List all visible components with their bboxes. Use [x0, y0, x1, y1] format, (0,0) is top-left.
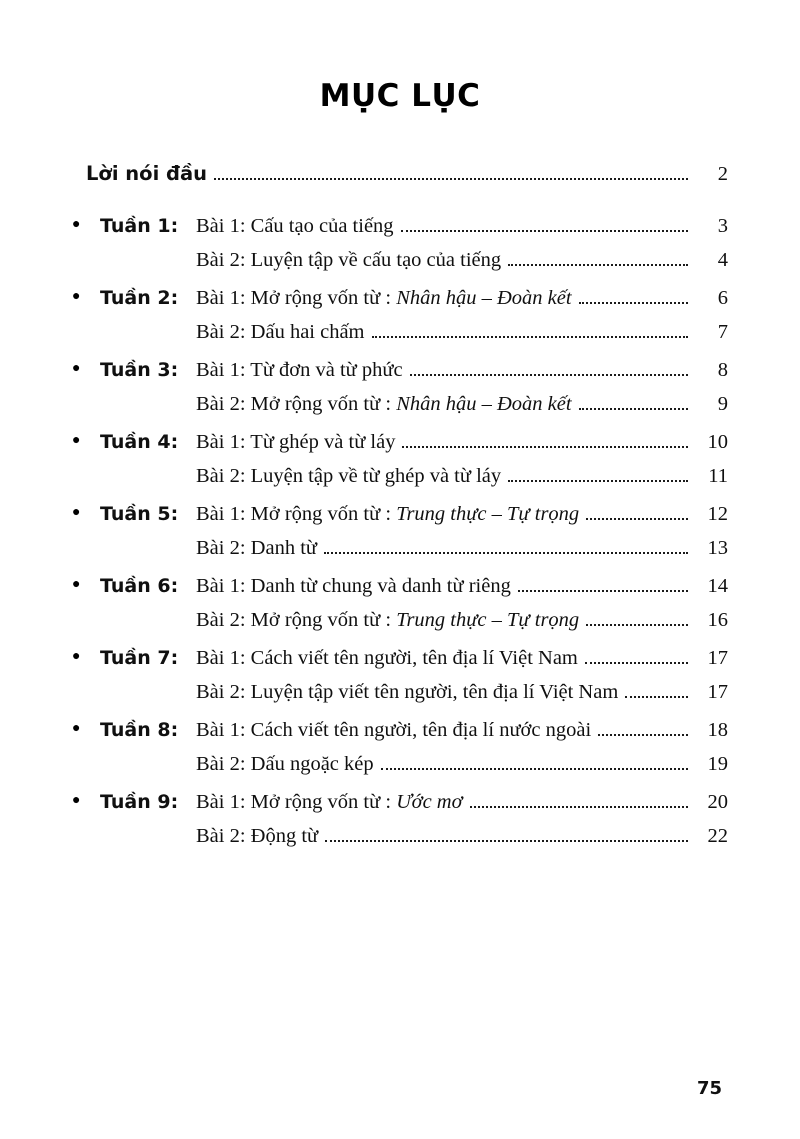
lesson-title-text: Bài 2: Dấu hai chấm [196, 321, 365, 343]
toc-entry[interactable] [72, 322, 728, 343]
toc-entry[interactable] [72, 394, 728, 415]
lesson-title [196, 792, 463, 813]
table-of-contents [72, 162, 728, 847]
lesson-title [196, 432, 395, 453]
entry-page-number: 4 [717, 249, 728, 271]
toc-entry[interactable] [72, 720, 728, 741]
lesson-title [196, 360, 403, 381]
entry-page-number: 12 [707, 503, 728, 525]
lesson-title [196, 504, 579, 525]
dot-leader [372, 335, 688, 338]
dot-leader [214, 177, 688, 180]
lesson-title-text: Bài 1: Mở rộng vốn từ : [196, 791, 397, 813]
lesson-title-text: Bài 1: Cách viết tên người, tên địa lí Việt Nam [196, 647, 578, 669]
toc-entry[interactable] [72, 826, 728, 847]
lesson-title [196, 288, 572, 309]
bullet-icon: ● [72, 217, 81, 232]
entry-page-number: 7 [717, 321, 728, 343]
lesson-title-text: Bài 2: Luyện tập về cấu tạo của tiếng [196, 249, 502, 271]
week-label: Tuần 2: [100, 287, 179, 309]
toc-entry[interactable] [72, 576, 728, 597]
week-group [72, 216, 728, 271]
dot-leader [402, 445, 688, 448]
week-group [72, 504, 728, 559]
bullet-icon: ● [72, 649, 81, 664]
toc-entry[interactable] [72, 754, 728, 775]
lesson-title [196, 610, 579, 631]
toc-entry[interactable] [72, 466, 728, 487]
toc-entry[interactable] [72, 432, 728, 453]
week-group [72, 648, 728, 703]
lesson-title [196, 648, 578, 669]
week-label: Tuần 6: [100, 575, 179, 597]
lesson-title-emphasis: Trung thực – Tự trọng [396, 503, 580, 525]
week-label: Tuần 8: [100, 719, 179, 741]
lesson-title [196, 466, 501, 487]
bullet-icon: ● [72, 289, 81, 304]
entry-page-number: 17 [707, 681, 728, 703]
toc-entry[interactable] [72, 610, 728, 631]
dot-leader [381, 767, 688, 770]
dot-leader [325, 839, 688, 842]
weeks-list [72, 216, 728, 847]
lesson-title [196, 216, 394, 237]
dot-leader [579, 407, 688, 410]
entry-page-number: 20 [707, 791, 728, 813]
bullet-icon: ● [72, 505, 81, 520]
lesson-title [196, 322, 365, 343]
toc-entry[interactable] [72, 288, 728, 309]
toc-entry[interactable] [72, 792, 728, 813]
preface-page-number: 2 [717, 163, 728, 185]
week-label: Tuần 5: [100, 503, 179, 525]
footer-page-number: 75 [696, 1078, 722, 1099]
dot-leader [324, 551, 688, 554]
entry-page-number: 13 [707, 537, 728, 559]
week-label: Tuần 3: [100, 359, 179, 381]
week-label: Tuần 4: [100, 431, 179, 453]
lesson-title-text: Bài 1: Từ đơn và từ phức [196, 359, 403, 381]
dot-leader [579, 301, 688, 304]
toc-entry[interactable] [72, 216, 728, 237]
lesson-title [196, 720, 591, 741]
toc-entry[interactable] [72, 648, 728, 669]
entry-page-number: 3 [717, 215, 728, 237]
week-group [72, 720, 728, 775]
week-label: Tuần 1: [100, 215, 179, 237]
toc-entry[interactable] [72, 360, 728, 381]
toc-entry[interactable] [72, 504, 728, 525]
toc-entry[interactable] [72, 250, 728, 271]
toc-entry[interactable] [72, 682, 728, 703]
week-group [72, 288, 728, 343]
lesson-title-emphasis: Nhân hậu – Đoàn kết [396, 287, 572, 309]
entry-page-number: 6 [717, 287, 728, 309]
lesson-title-text: Bài 1: Cách viết tên người, tên địa lí nước ngoài [196, 719, 592, 741]
dot-leader [586, 517, 688, 520]
bullet-icon: ● [72, 361, 81, 376]
bullet-icon: ● [72, 577, 81, 592]
week-group [72, 576, 728, 631]
entry-page-number: 11 [708, 465, 728, 487]
entry-page-number: 16 [707, 609, 728, 631]
lesson-title-emphasis: Trung thực – Tự trọng [396, 609, 580, 631]
week-label: Tuần 7: [100, 647, 179, 669]
entry-page-number: 19 [707, 753, 728, 775]
dot-leader [508, 263, 688, 266]
entry-page-number: 14 [707, 575, 728, 597]
lesson-title-text: Bài 1: Cấu tạo của tiếng [196, 215, 394, 237]
dot-leader [586, 623, 688, 626]
week-label: Tuần 9: [100, 791, 179, 813]
lesson-title-text: Bài 1: Mở rộng vốn từ : [196, 503, 397, 525]
entry-page-number: 22 [707, 825, 728, 847]
lesson-title [196, 826, 318, 847]
page-title: MỤC LỤC [319, 78, 481, 114]
dot-leader [410, 373, 688, 376]
toc-entry[interactable] [72, 538, 728, 559]
lesson-title-text: Bài 2: Dấu ngoặc kép [196, 753, 374, 775]
lesson-title-text: Bài 1: Danh từ chung và danh từ riêng [196, 575, 511, 597]
preface-label: Lời nói đầu [86, 162, 208, 185]
lesson-title-emphasis: Nhân hậu – Đoàn kết [396, 393, 572, 415]
dot-leader [470, 805, 688, 808]
lesson-title-emphasis: Ước mơ [396, 791, 463, 813]
entry-page-number: 10 [707, 431, 728, 453]
lesson-title-text: Bài 2: Mở rộng vốn từ : [196, 609, 397, 631]
lesson-title-text: Bài 1: Từ ghép và từ láy [196, 431, 396, 453]
lesson-title [196, 538, 317, 559]
bullet-icon: ● [72, 793, 81, 808]
dot-leader [508, 479, 688, 482]
lesson-title-text: Bài 2: Luyện tập viết tên người, tên địa lí Việt Nam [196, 681, 619, 703]
week-group [72, 432, 728, 487]
entry-page-number: 8 [717, 359, 728, 381]
bullet-icon: ● [72, 721, 81, 736]
dot-leader [585, 661, 688, 664]
lesson-title [196, 682, 618, 703]
lesson-title [196, 394, 572, 415]
entry-page-number: 17 [707, 647, 728, 669]
lesson-title-text: Bài 2: Danh từ [196, 537, 317, 559]
week-group [72, 792, 728, 847]
entry-page-number: 18 [707, 719, 728, 741]
lesson-title-text: Bài 2: Mở rộng vốn từ : [196, 393, 397, 415]
bullet-icon: ● [72, 433, 81, 448]
lesson-title [196, 250, 501, 271]
dot-leader [625, 695, 688, 698]
dot-leader [401, 229, 688, 232]
lesson-title-text: Bài 2: Luyện tập về từ ghép và từ láy [196, 465, 502, 487]
week-group [72, 360, 728, 415]
toc-entry-preface [72, 162, 728, 186]
lesson-title [196, 754, 374, 775]
lesson-title-text: Bài 2: Động từ [196, 825, 319, 847]
dot-leader [518, 589, 688, 592]
lesson-title [196, 576, 511, 597]
lesson-title-text: Bài 1: Mở rộng vốn từ : [196, 287, 397, 309]
dot-leader [598, 733, 688, 736]
entry-page-number: 9 [717, 393, 728, 415]
